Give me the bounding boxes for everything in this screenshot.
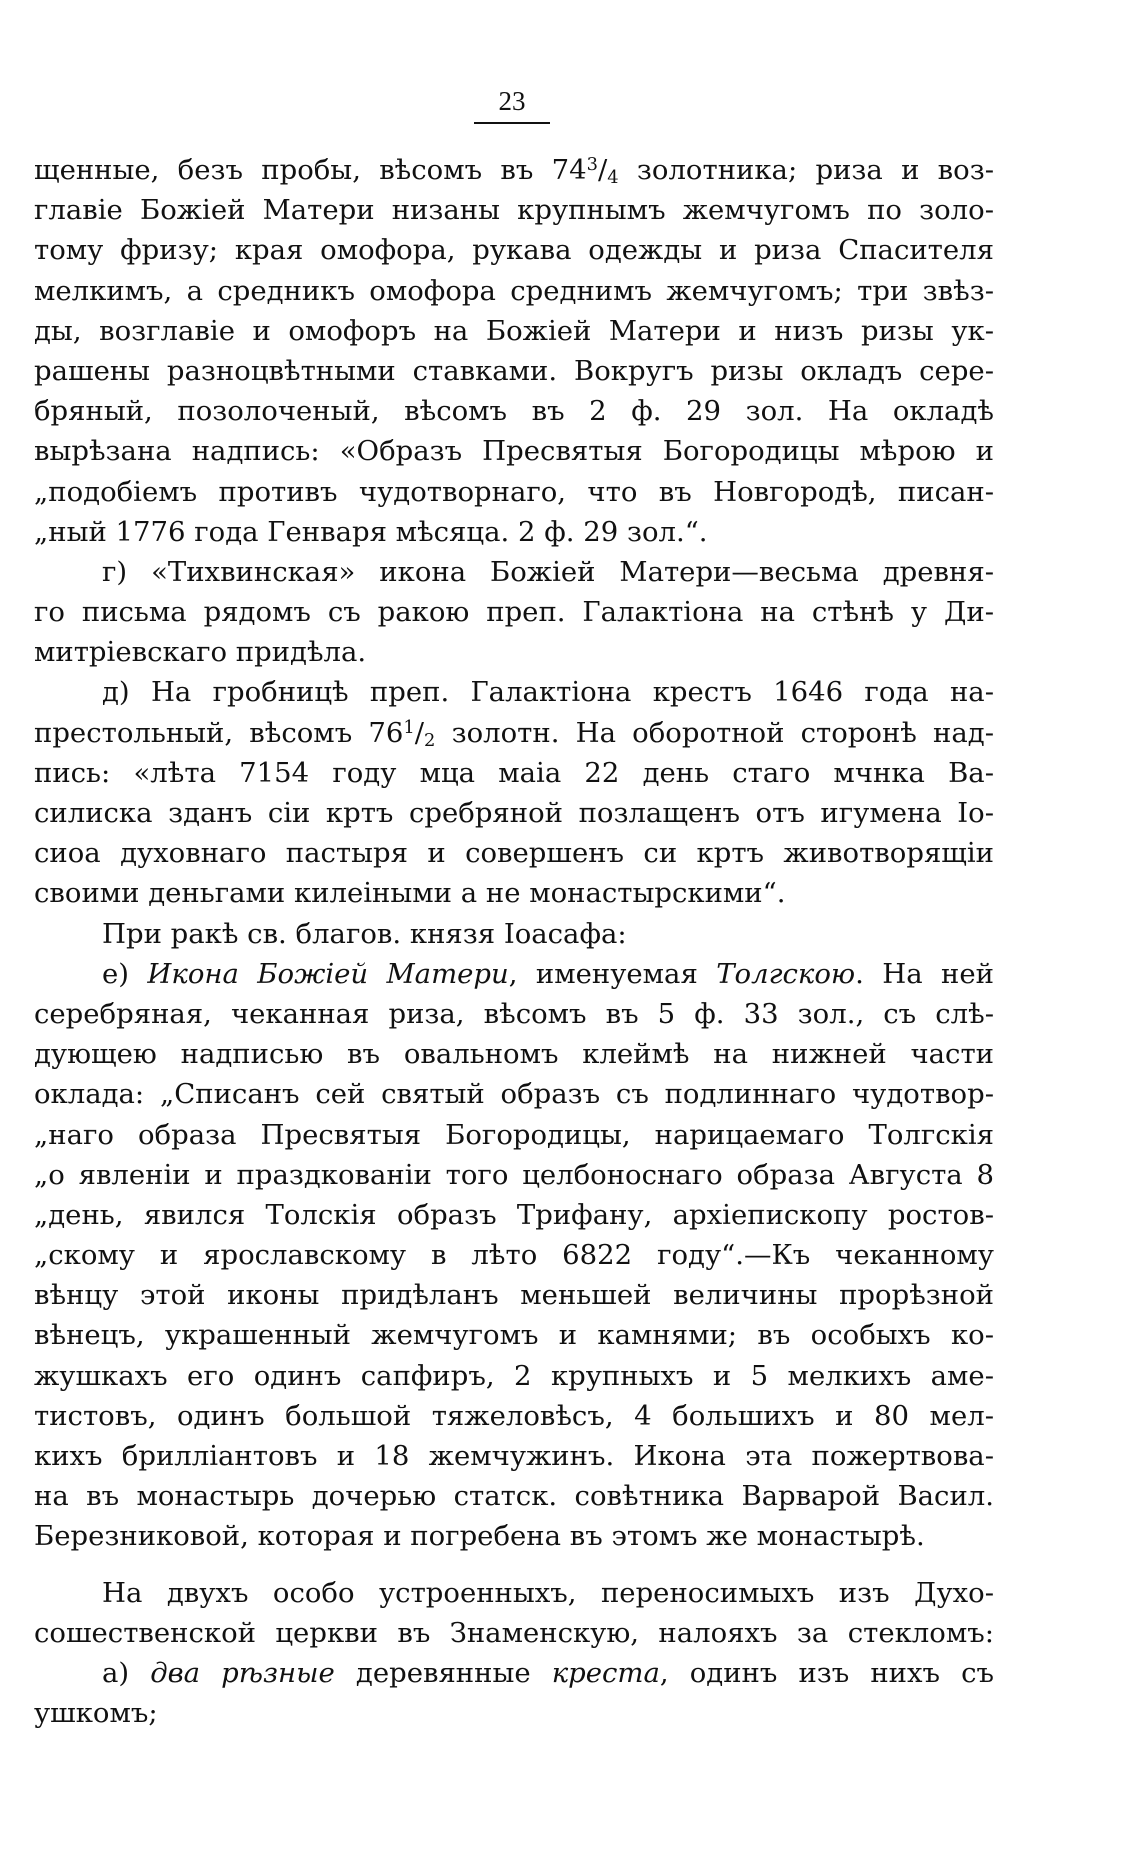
text-line: „наго образа Пресвятыя Богородицы, нарицаемаго Толгскія (34, 1118, 994, 1151)
text-line: На двухъ особо устроенныхъ, переносимыхъ изъ Духо- (102, 1576, 994, 1609)
text-line: „ный 1776 года Генваря мѣсяца. 2 ф. 29 зол.“. (34, 515, 708, 548)
text-line: Березниковой, которая и погребена въ этомъ же монастырѣ. (34, 1520, 925, 1553)
text-line: главіе Божіей Матери низаны крупнымъ жемчугомъ по золо- (34, 194, 994, 227)
paragraph-gap (34, 1557, 994, 1573)
text-line: „скому и ярославскому в лѣто 6822 году“.—Къ чеканному (34, 1239, 994, 1272)
text-line: „о явленіи и праздкованіи того целбоноснаго образа Августа 8 (34, 1158, 994, 1191)
text-line: серебряная, чеканная риза, вѣсомъ въ 5 ф. 33 зол., съ слѣ- (34, 997, 994, 1030)
text-line: При ракѣ св. благов. князя Іоасафа: (102, 917, 627, 950)
text-line: щенные, безъ пробы, вѣсомъ въ $74^3/4$ золотника; риза и воз- (34, 154, 994, 189)
text-line: сиоа духовнаго пастыря и совершенъ си кртъ животворящіи (34, 837, 994, 870)
text-line: жушкахъ его одинъ сапфиръ, 2 крупныхъ и 5 мелкихъ аме- (34, 1359, 994, 1392)
text-line: вѣнцу этой иконы придѣланъ меньшей величины прорѣзной (34, 1279, 994, 1312)
text-line: тистовъ, одинъ большой тяжеловѣсъ, 4 большихъ и 80 мел- (34, 1399, 994, 1432)
text-line: сошественской церкви въ Знаменскую, налояхъ за стекломъ: (34, 1616, 994, 1649)
text-line: пись: «лѣта 7154 году мца маіа 22 день стаго мчнка Ва- (34, 756, 994, 789)
text-line: оклада: „Списанъ сей святый образъ съ подлиннаго чудотвор- (34, 1078, 994, 1111)
text-line: рашены разноцвѣтными ставками. Вокругъ ризы окладъ сере- (34, 354, 994, 387)
text-line: престольный, вѣсомъ $76^1/2$ золотн. На оборотной сторонѣ над- (34, 716, 994, 752)
text-line: митріевскаго придѣла. (34, 636, 367, 669)
text-line: вѣнецъ, украшенный жемчугомъ и камнями; въ особыхъ ко- (34, 1319, 994, 1352)
text-line: силиска зданъ сіи кртъ сребряной позлащенъ отъ игумена Іо- (34, 797, 994, 829)
text-line: го письма рядомъ съ ракою преп. Галактіона на стѣнѣ у Ди- (34, 596, 994, 629)
text-line: д) На гробницѣ преп. Галактіона крестъ 1646 года на- (102, 676, 994, 709)
text-line: ды, возглавіе и омофоръ на Божіей Матери и низъ ризы ук- (34, 314, 994, 347)
body-text (34, 150, 994, 1733)
text-line: а) два рѣзные деревянные креста, одинъ изъ нихъ съ (102, 1656, 994, 1689)
text-line: кихъ брилліантовъ и 18 жемчужинъ. Икона эта пожертвова- (34, 1440, 994, 1472)
text-line: ушкомъ; (34, 1697, 158, 1730)
text-line: г) «Тихвинская» икона Божіей Матери—весьма древня- (102, 555, 994, 588)
text-line: е) Икона Божіей Матери, именуемая Толгскою. На ней (102, 957, 994, 990)
text-line: тому фризу; края омофора, рукава одежды и риза Спасителя (34, 234, 994, 267)
text-line: на въ монастырь дочерью статск. совѣтника Варварой Васил. (34, 1480, 994, 1513)
text-line: бряный, позолоченый, вѣсомъ въ 2 ф. 29 зол. На окладѣ (34, 395, 994, 428)
text-line: „день, явился Толскія образъ Трифану, архіепископу ростов- (34, 1198, 994, 1231)
page-number: 23 (498, 86, 526, 116)
text-line: вырѣзана надпись: «Образъ Пресвятыя Богородицы мѣрою и (34, 435, 994, 468)
text-line: мелкимъ, а средникъ омофора среднимъ жемчугомъ; три звѣз- (34, 274, 994, 307)
text-line: своими деньгами килеіными а не монастырскими“. (34, 877, 786, 910)
page-number-rule (474, 122, 550, 124)
text-line: „подобіемъ противъ чудотворнаго, что въ Новгородѣ, писан- (34, 475, 994, 508)
text-line: дующею надписью въ овальномъ клеймѣ на нижней части (34, 1038, 994, 1071)
